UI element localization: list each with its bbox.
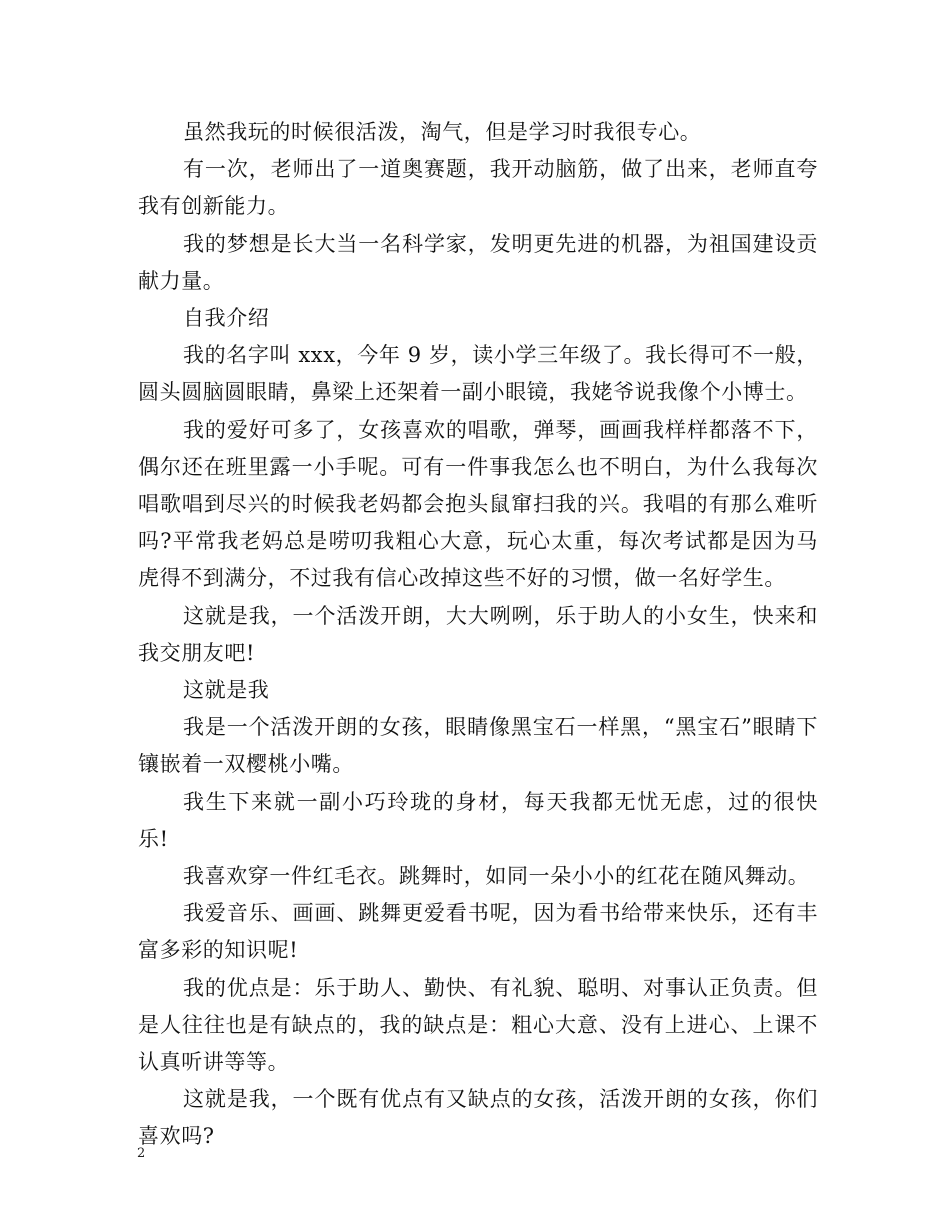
paragraph: 我爱音乐、画画、跳舞更爱看书呢，因为看书给带来快乐，还有丰富多彩的知识呢! bbox=[138, 901, 818, 963]
paragraph: 这就是我，一个活泼开朗，大大咧咧，乐于助人的小女生，快来和我交朋友吧! bbox=[138, 603, 818, 665]
paragraph: 我是一个活泼开朗的女孩，眼睛像黑宝石一样黑，“黑宝石”眼睛下镶嵌着一双樱桃小嘴。 bbox=[138, 715, 818, 777]
paragraph: 虽然我玩的时候很活泼，淘气，但是学习时我很专心。 bbox=[183, 120, 702, 144]
paragraph: 有一次，老师出了一道奥赛题，我开动脑筋，做了出来，老师直夸我有创新能力。 bbox=[138, 157, 818, 219]
paragraph: 我的梦想是长大当一名科学家，发明更先进的机器，为祖国建设贡献力量。 bbox=[138, 231, 818, 293]
page-number: 2 bbox=[137, 1146, 146, 1161]
paragraph: 我喜欢穿一件红毛衣。跳舞时，如同一朵小小的红花在随风舞动。 bbox=[183, 864, 810, 889]
paragraph: 我的优点是：乐于助人、勤快、有礼貌、聪明、对事认正负责。但是人往往也是有缺点的，我的缺点是：粗心大意、没有上进心、上课不认真听讲等等。 bbox=[138, 975, 818, 1075]
paragraph: 这就是我，一个既有优点有又缺点的女孩，活泼开朗的女孩，你们喜欢吗? bbox=[138, 1087, 818, 1149]
paragraph: 我生下来就一副小巧玲珑的身材，每天我都无忧无虑，过的很快乐! bbox=[138, 789, 818, 851]
paragraph: 我的名字叫 xxx，今年 9 岁，读小学三年级了。我长得可不一般，圆头圆脑圆眼睛，鼻梁上还架着一副小眼镜，我姥爷说我像个小博士。 bbox=[138, 343, 818, 405]
section-heading: 自我介绍 bbox=[183, 306, 270, 331]
document-body bbox=[138, 114, 818, 1156]
paragraph: 我的爱好可多了，女孩喜欢的唱歌，弹琴，画画我样样都落不下，偶尔还在班里露一小手呢。可有一件事我怎么也不明白，为什么我每次唱歌唱到尽兴的时候我老妈都会抱头鼠窜扫我的兴。我唱的有那么难听吗?平常我老妈总是唠叨我粗心大意，玩心太重，每次考试都是因为马虎得不到满分，不过我有信心改掉这些不好的习惯，做一名好学生。 bbox=[138, 417, 818, 591]
section-heading: 这就是我 bbox=[183, 678, 270, 703]
